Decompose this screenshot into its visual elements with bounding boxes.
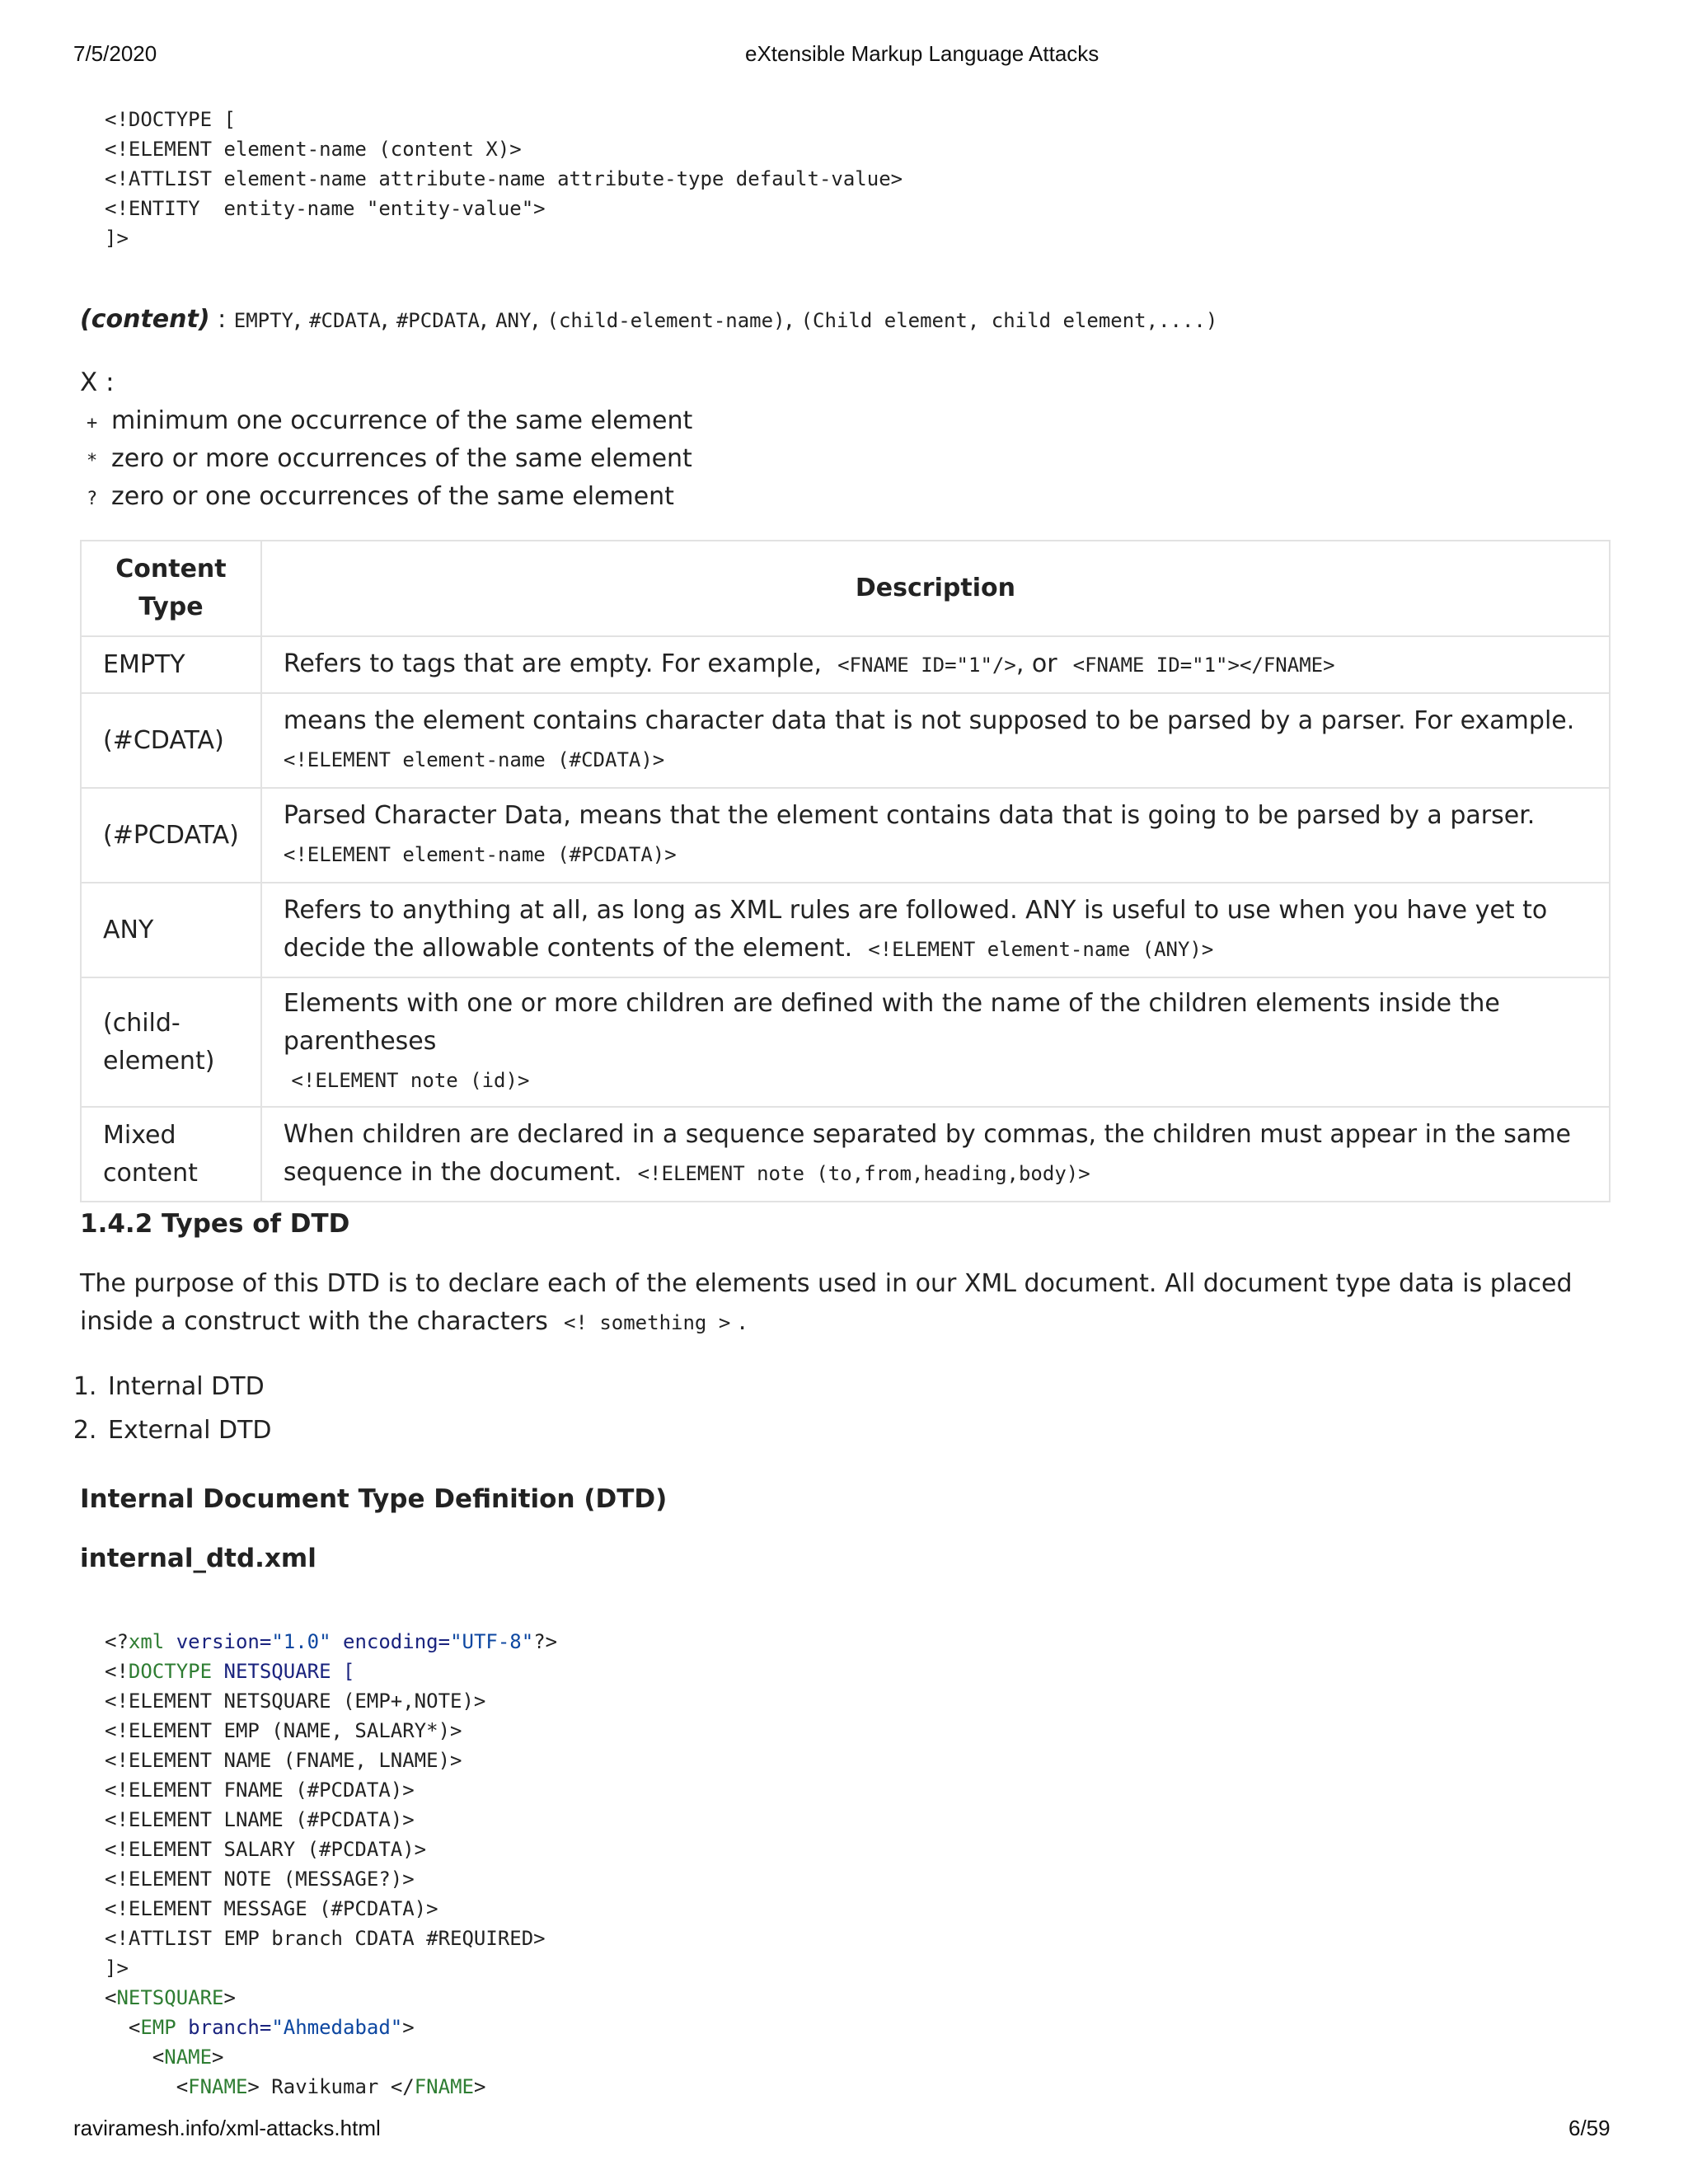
content-label: (content): [80, 305, 210, 334]
description-text: Parsed Character Data, means that the element contains data that is going to be parsed by a parser.: [283, 801, 1536, 830]
code-line: <EMP branch="Ahmedabad">: [128, 2016, 415, 2039]
content-type-cell: ANY: [81, 883, 261, 977]
content-option: (child-element-name): [546, 309, 785, 332]
paragraph-text: The purpose of this DTD is to declare each of the elements used in our XML document. All document type data is placed inside a construct with the characters: [80, 1269, 1573, 1336]
column-header: Content Type: [81, 541, 261, 636]
content-type-cell: (#PCDATA): [81, 788, 261, 883]
content-option: #PCDATA: [396, 309, 481, 332]
code-line: <!ELEMENT NETSQUARE (EMP+,NOTE)>: [105, 1690, 486, 1713]
code-line: <!ENTITY entity-name "entity-value">: [105, 197, 546, 220]
code-line: <!ELEMENT NAME (FNAME, LNAME)>: [105, 1749, 462, 1772]
file-name-heading: internal_dtd.xml: [80, 1544, 316, 1573]
occurrence-text: minimum one occurrence of the same element: [111, 406, 693, 435]
code-line: <!ATTLIST element-name attribute-name attribute-type default-value>: [105, 167, 903, 190]
column-header: Description: [261, 541, 1610, 636]
content-option: EMPTY: [233, 309, 293, 332]
code-line: <!DOCTYPE NETSQUARE [: [105, 1660, 355, 1683]
description-text: , or: [1015, 649, 1057, 678]
code-line: <!ELEMENT MESSAGE (#PCDATA)>: [105, 1897, 438, 1920]
code-example: <FNAME ID="1"/>: [837, 654, 1016, 677]
content-type-cell: (child-element): [81, 977, 261, 1107]
table-row: [81, 977, 1610, 1107]
code-line: <!ELEMENT EMP (NAME, SALARY*)>: [105, 1719, 462, 1742]
description-text: When children are declared in a sequence separated by commas, the children must appear in the same sequence in the document.: [283, 1120, 1571, 1187]
code-line: <!ELEMENT element-name (content X)>: [105, 138, 522, 161]
description-cell: [261, 693, 1610, 788]
description-cell: [261, 977, 1610, 1107]
description-cell: [261, 788, 1610, 883]
code-line: <!ATTLIST EMP branch CDATA #REQUIRED>: [105, 1927, 546, 1950]
occurrence-symbol: ?: [87, 489, 98, 509]
code-line: <NETSQUARE>: [105, 1986, 236, 2009]
description-text: Refers to tags that are empty. For example,: [283, 649, 822, 678]
content-type-cell: (#CDATA): [81, 693, 261, 788]
description-cell: [261, 883, 1610, 977]
content-type-cell: EMPTY: [81, 636, 261, 693]
types-paragraph: [80, 1265, 1621, 1342]
print-date: 7/5/2020: [73, 41, 157, 66]
description-text: means the element contains character data that is not supposed to be parsed by a parser. For example.: [283, 706, 1575, 735]
occurrence-list: [80, 368, 692, 516]
section-heading: 1.4.2 Types of DTD: [80, 1209, 350, 1239]
code-example: <!ELEMENT note (id)>: [291, 1069, 530, 1092]
page-number: 6/59: [1568, 2116, 1611, 2140]
code-line: <NAME>: [152, 2046, 224, 2069]
content-option: (Child element, child element,....): [800, 309, 1218, 332]
code-example: <!ELEMENT element-name (#CDATA)>: [283, 748, 665, 771]
code-line: <FNAME> Ravikumar </FNAME>: [176, 2075, 486, 2098]
table-row: [81, 693, 1610, 788]
code-line: <!ELEMENT FNAME (#PCDATA)>: [105, 1779, 415, 1802]
description-cell: [261, 636, 1610, 693]
code-line: <!ELEMENT NOTE (MESSAGE?)>: [105, 1868, 415, 1891]
code-example: <!ELEMENT element-name (ANY)>: [868, 938, 1214, 961]
description-text: Elements with one or more children are defined with the name of the children elements inside the parentheses: [283, 989, 1500, 1056]
print-url: raviramesh.info/xml-attacks.html: [73, 2116, 381, 2140]
table-header-row: [81, 541, 1610, 636]
code-line: <?xml version="1.0" encoding="UTF-8"?>: [105, 1630, 558, 1653]
table-row: [81, 788, 1610, 883]
description-cell: [261, 1107, 1610, 1202]
occurrence-item: [80, 440, 692, 478]
occurrence-text: zero or one occurrences of the same element: [111, 482, 674, 511]
description-text: Refers to anything at all, as long as XML rules are followed. ANY is useful to use when you have yet to decide the allowable contents of the element.: [283, 896, 1548, 963]
print-page-title: eXtensible Markup Language Attacks: [745, 41, 1100, 66]
dtd-types-list: [80, 1365, 272, 1452]
content-options-line: (content) : EMPTY, #CDATA, #PCDATA, ANY, (child-element-name), (Child element, child element,....): [80, 305, 1218, 334]
paragraph-end: .: [738, 1307, 747, 1336]
content-option: ANY: [495, 309, 532, 332]
table-row: [81, 1107, 1610, 1202]
internal-dtd-code-block: [80, 1627, 1611, 2102]
list-item: 1. Internal DTD: [105, 1365, 272, 1408]
list-item: 2. External DTD: [105, 1408, 272, 1452]
occurrence-item: [80, 402, 692, 440]
content-separator: :: [209, 305, 234, 334]
content-type-table: [80, 540, 1611, 1202]
occurrence-item: [80, 478, 692, 516]
content-option: #CDATA: [309, 309, 381, 332]
table-row: [81, 883, 1610, 977]
occurrence-title: X :: [80, 368, 115, 397]
occurrence-text: zero or more occurrences of the same element: [111, 444, 692, 473]
code-line: <!ELEMENT SALARY (#PCDATA)>: [105, 1838, 427, 1861]
code-line: ]>: [105, 1957, 129, 1980]
code-line: ]>: [105, 227, 129, 250]
code-example: <!ELEMENT element-name (#PCDATA)>: [283, 843, 677, 866]
code-line: <!ELEMENT LNAME (#PCDATA)>: [105, 1808, 415, 1831]
inline-code: <! something >: [563, 1311, 731, 1334]
occurrence-symbol: *: [87, 451, 98, 471]
dtd-syntax-code-block: [80, 105, 1611, 253]
content-type-cell: Mixed content: [81, 1107, 261, 1202]
table-row: [81, 636, 1610, 693]
code-line: <!DOCTYPE [: [105, 108, 236, 131]
code-example: <FNAME ID="1"></FNAME>: [1072, 654, 1335, 677]
internal-dtd-heading: Internal Document Type Definition (DTD): [80, 1484, 668, 1514]
code-example: <!ELEMENT note (to,from,heading,body)>: [637, 1162, 1090, 1185]
occurrence-symbol: +: [87, 413, 98, 434]
